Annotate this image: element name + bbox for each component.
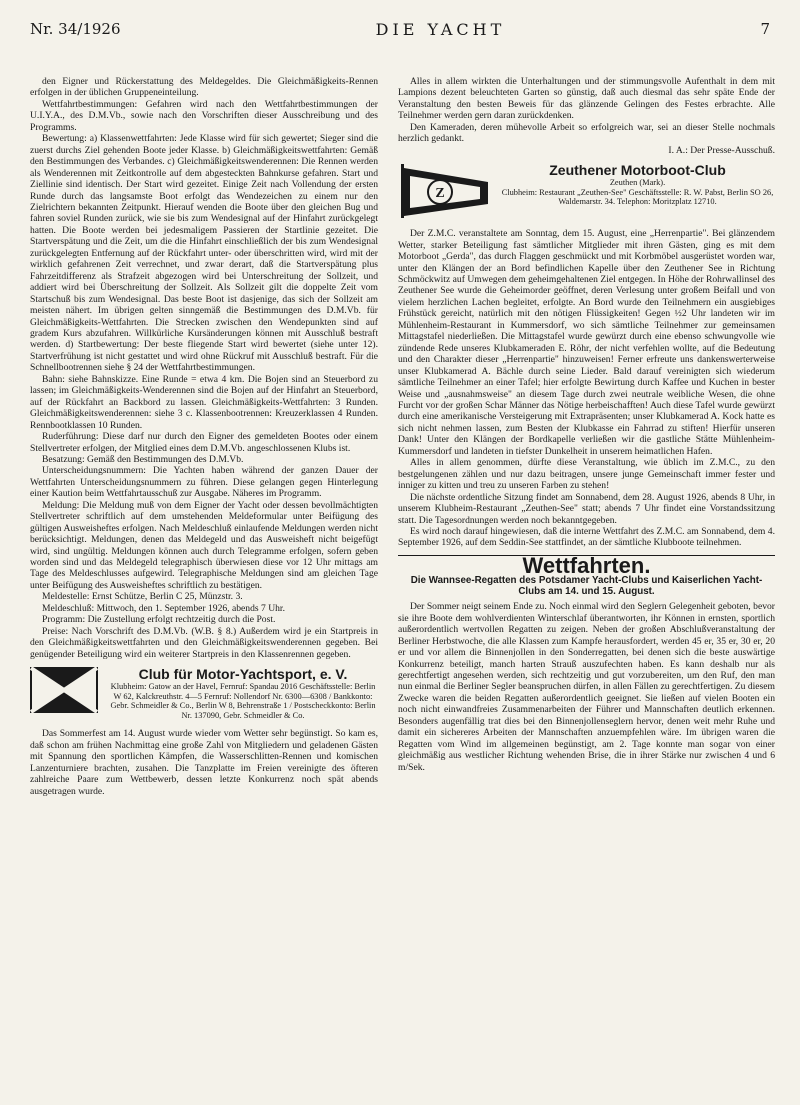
article-paragraph: den Eigner und Rückerstattung des Meldegeldes. Die Gleichmäßigkeits-Rennen erfolgen in der üblichen Gruppeneinteilung. xyxy=(30,76,378,99)
club-pennant-icon xyxy=(398,162,490,220)
section-heading: Wettfahrten. xyxy=(522,552,651,578)
article-paragraph: Wettfahrtbestimmungen: Gefahren wird nach den Wettfahrtbestimmungen der U.I.Y.A., des D.M.Vb., sowie nach den Vorschriften dieser Ausschreibung und des Programms. xyxy=(30,98,378,133)
article-paragraph: Ruderführung: Diese darf nur durch den Eigner des gemeldeten Bootes oder einem Stellvertreter erfolgen, der Mitglied eines dem D.M.Vb. angeschlossenen Klubs ist. xyxy=(30,431,378,454)
article-paragraph: Unterscheidungsnummern: Die Yachten haben während der ganzen Dauer der Wettfahrten Unterscheidungsnummern zu führen. Diese gelangen gegen Hinterlegung einer Kaution beim Wettfahrtausschuß zur Ausgabe. Näheres im Programm. xyxy=(30,465,378,500)
svg-text:Z: Z xyxy=(435,186,445,202)
article-paragraph: Alles in allem wirkten die Unterhaltungen und der stimmungsvolle Aufenthalt in dem mit Lampions dezent beleuchteten Garten so günstig, daß auch diesmal das sehr späte Ende der Veranstaltung den besten Beweis für das glänzende Gelingen des Festes erbrachte. Alle Teilnehmer werden gern daran zurückdenken. xyxy=(398,76,775,122)
club-details: Klubheim: Gatow an der Havel, Fernruf: Spandau 2016 Geschäftsstelle: Berlin W 62, Kalckreuthstr. 4—5 Fernruf: Nollendorf Nr. 6300—6308 / Bankkonto: Gebr. Schmeidler & Co., Berlin W 8, Behrenstraße 1 / Postscheckkonto: Berlin Nr. 137090, Gebr. Schmeidler & Co. xyxy=(110,682,376,720)
club-report-paragraph: Die nächste ordentliche Sitzung findet am Sonnabend, dem 28. August 1926, abends 8 Uhr, in unserem Klubheim-Restaurant „Zeuthen-See" statt; abends 7 Uhr findet eine Vorstandssitzung statt. Die Tagesordnungen werden noch bekanntgegeben. xyxy=(398,491,775,526)
club-report-paragraph: Der Z.M.C. veranstaltete am Sonntag, dem 15. August, eine „Herrenpartie". Bei glänzendem Wetter, starker Beteiligung fast sämtlicher Mitglieder mit ihren Gästen, ging es mit dem Motorboot „Gerda", das durch Flaggen geschmückt und mit Korbmöbel ausgerüstet worden war, unter den Klängen der an Bord befindlichen Kapelle über den Zeuthener See in Richtung Schmöckwitz auf Umwegen dem geheimgehaltenen Ziel entgegen. In Höhe der Rohrwallinsel des Zeuthener See wurde die Geheimorder geöffnet, deren Verlesung unter großem Beifall und von vielem herzlichen Lachen begleitet, erfolgte. An Bord wurde den Teilnehmern ein ausgiebiges Frühstück gereicht, natürlich mit den nötigen Flüssigkeiten! Gegen ½2 Uhr landeten wir im Mühlenheim-Restaurant in Kummersdorf, wo sich sämtliche Teilnehmer zur gemeinsamen Mittagstafel niederließen. Die Mittagstafel wurde gewürzt durch eine ebenso schwungvolle wie zündende Rede unseres Klubkameraden E. Röhr, der nicht verfehlen wollte, auf die Bedeutung und den Charakter dieser „Herrenpartie" hinzuweisen! Ferner erfreute uns dankenswerterweise unser Klubkamerad A. Bächle durch seine Lieder. Bald darauf vereinigten sich wiederum sämtliche Teilnehmer an einer Tafel; hier erfolgte Bewirtung durch Kaffee und Kuchen in bester Weise und „ausnahmsweise" an diesem Tage durch zwei neutrale weibliche Wesen, die ohne Furcht vor der großen Schar Männer das Nötige herbeischafften! Auch diese Tafel wurde gewürzt durch eine amerikanische Versteigerung mit Extrapräsenten; unser Klubkamerad A. Kock hatte es sich nicht nehmen lassen, zum Besten der Klubkasse ein Fahrrad zu stiften! Hierfür unseren Dank! Unter den Klängen der Bordkapelle verließen wir die gastliche Stätte Mühlenheim-Kummersdorf und landeten in tiefster Dunkelheit in unserem heimatlichen Hafen. xyxy=(398,228,775,457)
club-flag-icon xyxy=(30,666,98,714)
club-name: Zeuthener Motorboot-Club xyxy=(549,162,726,179)
magazine-title: DIE YACHT xyxy=(375,19,506,39)
club-location: Zeuthen (Mark). xyxy=(609,178,666,188)
club-masthead xyxy=(30,666,378,720)
club-report-paragraph: Es wird noch darauf hingewiesen, daß die interne Wettfahrt des Z.M.C. am Sonnabend, dem 4. September 1926, auf dem Seddin-See stattfindet, an der sämtliche Klubboote teilnehmen. xyxy=(398,525,775,549)
page-header xyxy=(30,16,770,42)
article-paragraph: Programm: Die Zustellung erfolgt rechtzeitig durch die Post. xyxy=(42,614,276,626)
club-masthead xyxy=(398,162,775,220)
article-subheading: Die Wannsee-Regatten des Potsdamer Yacht-Clubs und Kaiserlichen Yacht-Clubs am 14. und 15. August. xyxy=(410,575,763,598)
signature: I. A.: Der Presse-Ausschuß. xyxy=(668,144,775,156)
right-column xyxy=(398,76,775,1095)
club-name: Club für Motor-Yachtsport, e. V. xyxy=(138,666,348,683)
article-paragraph: Meldung: Die Meldung muß von dem Eigner der Yacht oder dessen bevollmächtigten Stellvertreter schriftlich auf dem umstehenden Meldeformular unter Beifügung des gültigen Ausweisheftes erfolgen. Nach Meldeschluß einlaufende Meldungen werden nicht berücksichtigt. Meldungen, denen das Meldegeld und das Ausweisheft nicht beigefügt wird, sind ungültig. Meldungen können auch durch Telegramme erfolgen, sofern geben worden sind und das Meldegeld telegraphisch überwiesen diese vor 12 Uhr mittags am Tage des Meldeschlusses aufgewird. Telegraphische Meldungen sind am gleichen Tage unter Beifügung des Ausweisheftes schriftlich zu bestätigen. xyxy=(30,499,378,591)
article-paragraph: Bahn: siehe Bahnskizze. Eine Runde = etwa 4 km. Die Bojen sind an Steuerbord zu lassen; im Gleichmäßigkeits-Wenderennen sind die Bojen auf der Hinfahrt an Steuerbord, auf der Rückfahrt an Backbord zu lassen. Gleichmäßigkeits-Wettfahrten: 3 Runden. Gleichmäßigkeitswenderennen: siehe 3 c. Klassenbootrennen: Kreuzerklassen 4 Runden. Rennbootklassen 10 Runden. xyxy=(30,373,378,431)
article-paragraph: Preise: Nach Vorschrift des D.M.Vb. (W.B. § 8.) Außerdem wird je ein Startpreis in den Gleichmäßigkeitswettfahrten und den Gleichmäßigkeitswenderennen gegeben. Bei genügender Beteiligung wird ein weiterer Startpreis in den Klassenrennen gegeben. xyxy=(30,625,378,660)
article-paragraph: Bewertung: a) Klassenwettfahrten: Jede Klasse wird für sich gewertet; Sieger sind die zuerst durchs Ziel gehenden Boote jeder Klasse. b) Gleichmäßigkeitswettfahrten: Gemäß den Bestimmungen des Verbandes. c) Gleichmäßigkeitswenderennen: Die Rennen werden als Wenderennen mit Zeitkontrolle auf dem abgesteckten Bahnkurse gefahren. Start und Ziellinie sind identisch. Der Start wird gezeitet. Einige Zeit nach Vollendung der ersten Runde durch das langsamste Boot erfolgt das Wendezeichen zu einem nur den Zielrichtern bekannten Zeitpunkt. Hierauf wenden die Boote über den gleichen Bug und fahren soviel Runden zurück, wie sie bis zum Wendesignal auf der Hinfahrt zurückgelegt hatten. Die Boote werden bei jedesmaligem Passieren der Startlinie gezeitet. Die Startverspätung und die Zeit, um die die Hinfahrt einschließlich der bis zum Wendesignal zurückgelegten Entfernung auf der Rückfahrt unter- oder überschritten wird, wird mit der wirklich gefahrenen Zeit verrechnet, und zwar derart, daß die Startverspätung plus Fahrzeitdifferenz als Strafzeit abgezogen wird bei Unterschreitung der Sollzeit, und addiert wird bei Überschreitung der Sollzeit. Als Sollzeit gilt die doppelte Zeit vom Startschuß bis zum Wendesignal. Das beste Boot ist dasjenige, das sich der Sollzeit am meisten nähert. Im übrigen gelten sinngemäß die Bestimmungen des D.M.Vb. für Gleichmäßigkeits-Wettfahrten. Die Strecken zwischen den Wendepunkten sind auf gradem Kurs abzufahren. Willkürliche Kursänderungen können mit Ausschluß bestraft werden. d) Startbewertung: Der beste fliegende Start wird bewertet (siehe unter 12). Startverfrühung ist nicht gestattet und wird ohne Rückruf mit Ausschluß bestraft. Für die Schnellbootrennen siehe § 24 der Wettfahrtbestimmungen. xyxy=(30,133,378,374)
article-paragraph: Besatzung: Gemäß den Bestimmungen des D.M.Vb. xyxy=(42,453,244,465)
article-paragraph: Der Sommer neigt seinem Ende zu. Noch einmal wird den Seglern Gelegenheit geboten, bevor sie ihre Boote dem wohlverdienten Winterschlaf überantworten, ihr Können in ernsten, sportlich außerordentlich wertvollen Regatten zu zeigen. Neben der großen Abschlußveranstaltung der Berliner Herbstwoche, die alle Klassen zum Kampfe herausfordert, werden 45 er, 35 er, 30 er, 20 er und vor allem die Binnenjollen in den Sonderregatten, bei denen sich die beste auswärtige Konkurrenz beteiligt, manch harten Strauß auszufechten haben. Es kann deshalb nur als gerechtfertigt angesehen werden, sich rechtzeitig und gut vorzubereiten, um den Ruf, den man nun einmal die Berliner Segler beanspruchen dürfen, in allen Fällen zu gerechtfertigen. Zu diesem Zwecke waren die beiden Regatten außerordentlich geeignet. Sie ließen auf vielen Booten ein noch nicht einwandfreies Zusammenarbeiten der Führer und Mannschaften deutlich erkennen. Besonders augenfällig trat dies bei den Binnenjollenseglern hervor, denen weit mehr Ruhe und damit ein sichereres Arbeiten der Mannschaften anzuempfehlen wäre. Im übrigen waren die Regatten vom Wind im allgemeinen begünstigt, am 2. Tage konnte man sogar von einer gleichmäßig aus westlicher Richtung wehenden Brise, die in ihrer Stärke nur zwischen 4 und 6 m/Sek. xyxy=(398,601,775,773)
article-paragraph: Meldeschluß: Mittwoch, den 1. September 1926, abends 7 Uhr. xyxy=(42,602,286,614)
issue-number: Nr. 34/1926 xyxy=(30,20,121,38)
article-paragraph: Meldestelle: Ernst Schütze, Berlin C 25, Münzstr. 3. xyxy=(42,591,243,603)
page-number: 7 xyxy=(760,20,770,38)
club-report-paragraph: Das Sommerfest am 14. August wurde wieder vom Wetter sehr begünstigt. So kam es, daß schon am frühen Nachmittag eine große Zahl von Mitgliedern und geladenen Gästen mit Spannung den sportlichen Kämpfen, die Wasserschlitten-Rennen und komischen Lanzenturniere brachten, zusahen. Die Tanzplatte im Freien vereinigte des öfteren zahlreiche Paare zum Wettbewerb, dessen letzte Konkurrenz noch spät abends ausgetragen wurde. xyxy=(30,728,378,797)
club-report-paragraph: Alles in allem genommen, dürfte diese Veranstaltung, wie üblich im Z.M.C., zu den bestgelungenen zählen und nur dazu beitragen, unsere junge Gemeinschaft immer fester und inniger zu kitten und treu zu unseren Farben zu stehen! xyxy=(398,457,775,492)
left-column xyxy=(30,76,378,1095)
club-details: Clubheim: Restaurant „Zeuthen-See" Geschäftsstelle: R. W. Pabst, Berlin SO 26, Waldemarstr. 34. Telephon: Moritzplatz 12710. xyxy=(501,187,774,207)
article-paragraph: Den Kameraden, deren mühevolle Arbeit so erfolgreich war, sei an dieser Stelle nochmals herzlich gedankt. xyxy=(398,121,775,145)
